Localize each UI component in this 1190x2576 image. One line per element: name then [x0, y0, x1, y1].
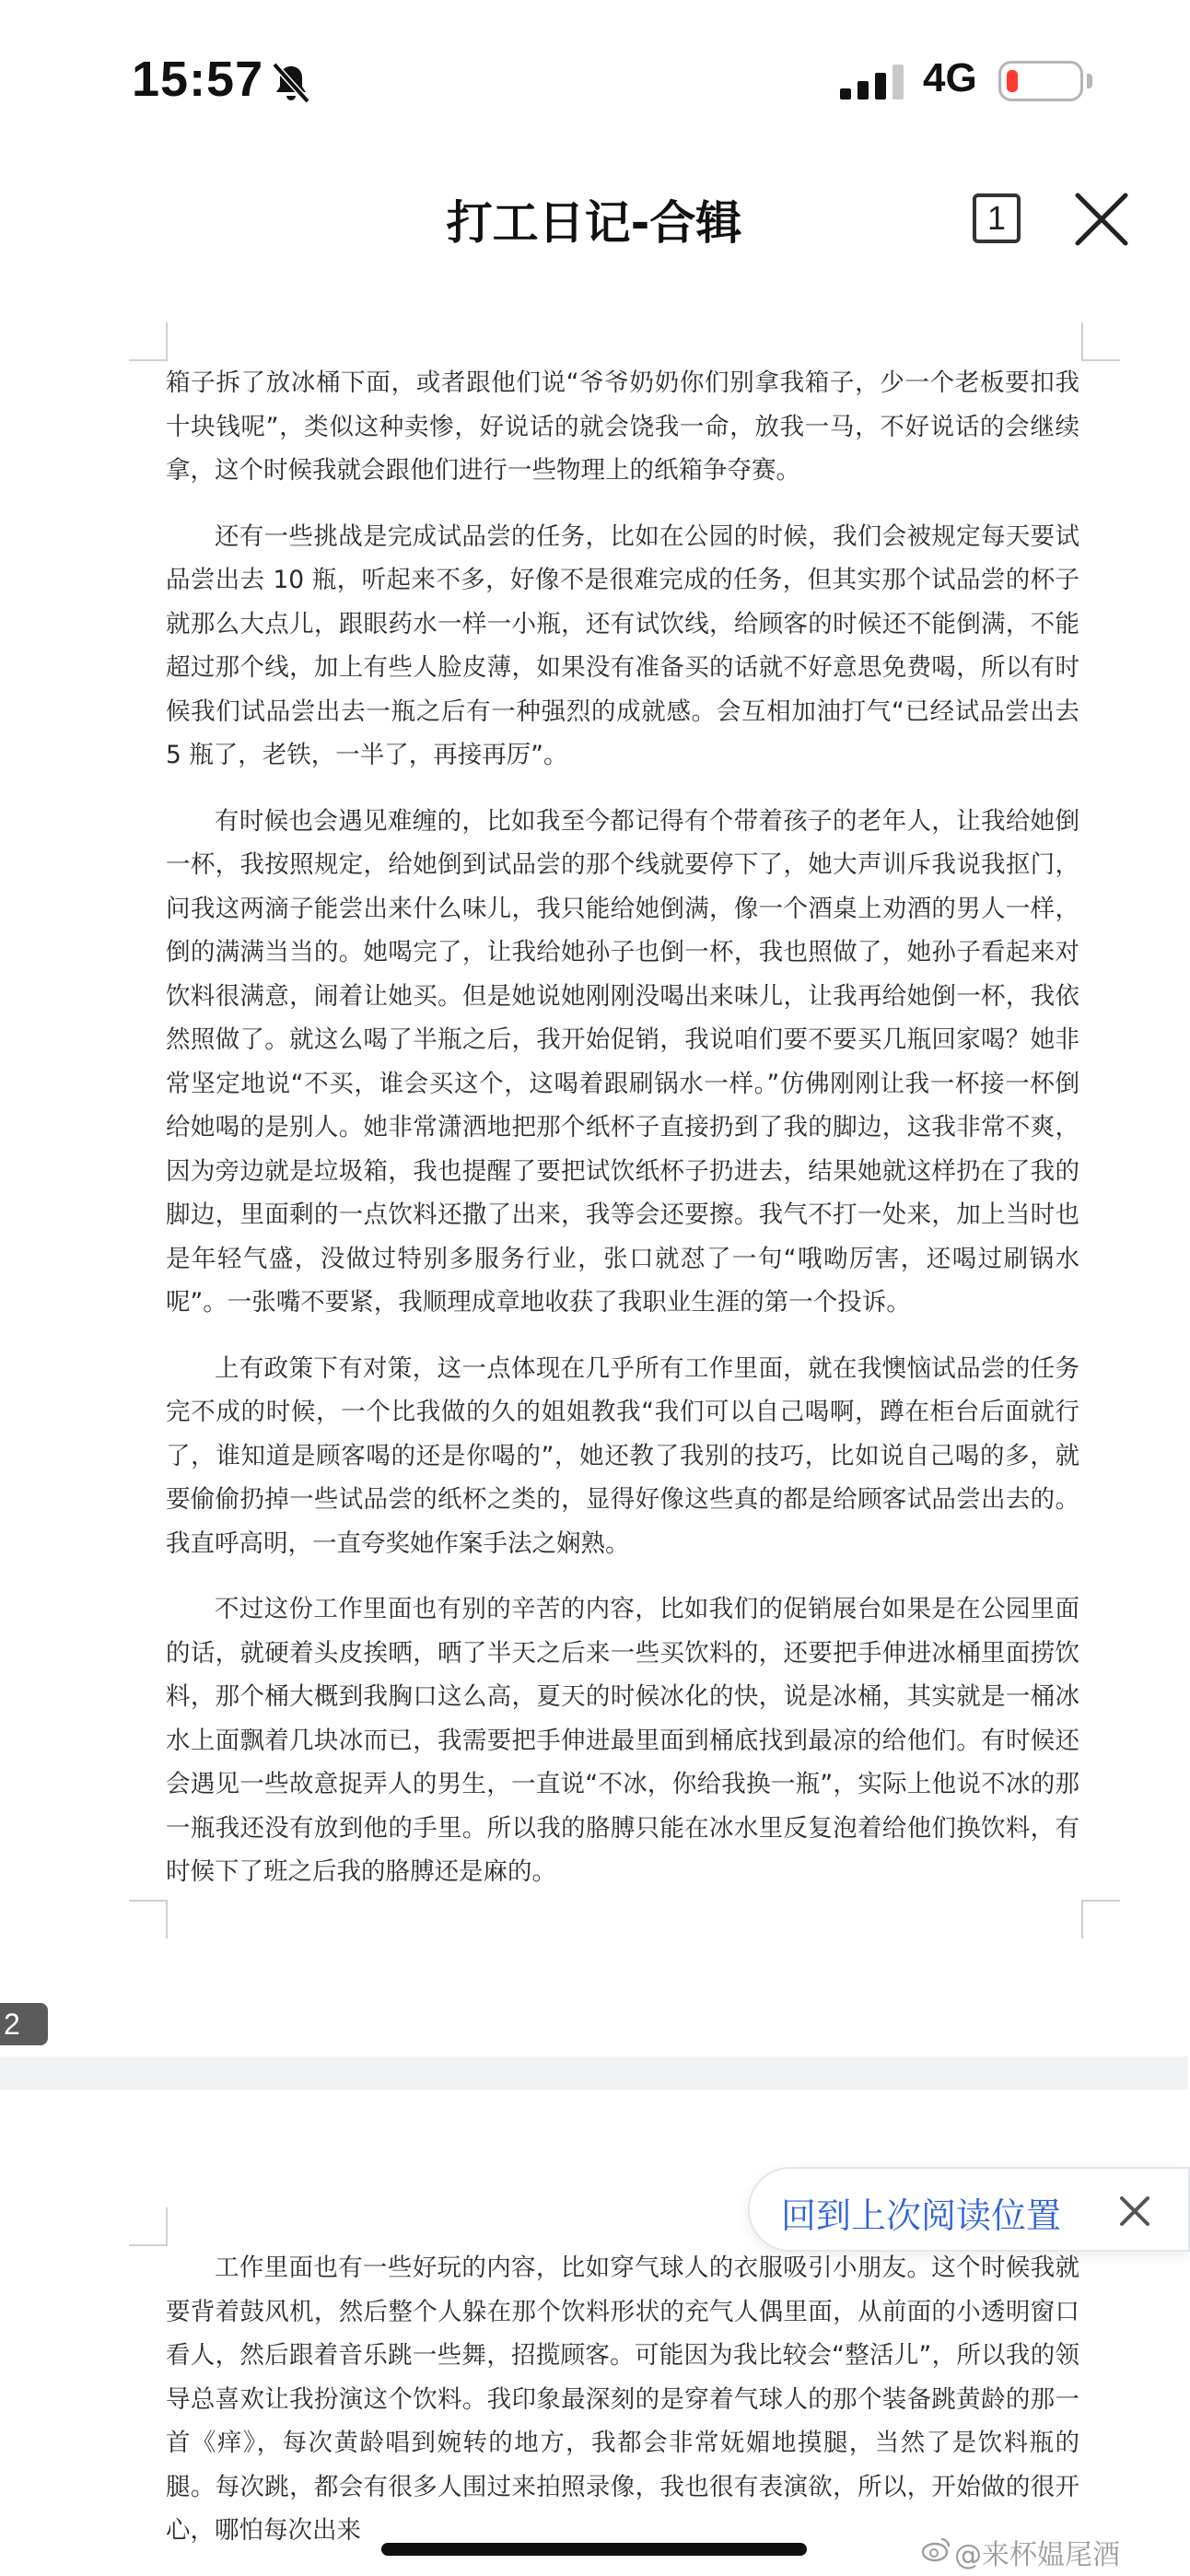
cellular-signal-icon	[840, 63, 906, 100]
close-icon[interactable]	[1068, 186, 1135, 252]
page-corner-mark	[1081, 322, 1120, 361]
network-type: 4G	[923, 55, 977, 100]
battery-icon	[998, 61, 1083, 101]
weibo-logo-icon	[921, 2534, 952, 2565]
paragraph: 还有一些挑战是完成试品尝的任务，比如在公园的时候，我们会被规定每天要试品尝出去 10 瓶，听起来不多，好像不是很难完成的任务，但其实那个试品尝的杯子就那么大点儿，跟眼药水一样一小瓶，还有试饮线，给顾客的时候还不能倒满，不能超过那个线，加上有些人脸皮薄，如果没有准备买的话就不好意思免费喝，所以有时候我们试品尝出去一瓶之后有一种强烈的成就感。会互相加油打气“已经试品尝出去 5 瓶了，老铁，一半了，再接再厉”。	[166, 521, 1079, 769]
paragraph: 上有政策下有对策，这一点体现在几乎所有工作里面，就在我懊恼试品尝的任务完不成的时候，一个比我做的久的姐姐教我“我们可以自己喝啊，蹲在柜台后面就行了，谁知道是顾客喝的还是你喝的”，她还教了我别的技巧，比如说自己喝的多，就要偷偷扔掉一些试品尝的纸杯之类的，显得好像这些真的都是给顾客试品尝出去的。我直呼高明，一直夸奖她作案手法之娴熟。	[166, 1353, 1079, 1558]
paragraph: 有时候也会遇见难缠的，比如我至今都记得有个带着孩子的老年人，让我给她倒一杯，我按照规定，给她倒到试品尝的那个线就要停下了，她大声训斥我说我抠门，问我这两滴子能尝出来什么味儿，我只能给她倒满，像一个酒桌上劝酒的男人一样，倒的满满当当的。她喝完了，让我给她孙子也倒一杯，我也照做了，她孙子看起来对饮料很满意，闹着让她买。但是她说她刚刚没喝出来味儿，让我再给她倒一杯，我依然照做了。就这么喝了半瓶之后，我开始促销，我说咱们要不要买几瓶回家喝？她非常坚定地说“不买，谁会买这个，这喝着跟刷锅水一样。”仿佛刚刚让我一杯接一杯倒给她喝的是别人。她非常潇洒地把那个纸杯子直接扔到了我的脚边，这我非常不爽，因为旁边就是垃圾箱，我也提醒了要把试饮纸杯子扔进去，结果她就这样扔在了我的脚边，里面剩的一点饮料还撒了出来，我等会还要擦。我气不打一处来，加上当时也是年轻气盛，没做过特别多服务行业，张口就怼了一句“哦呦厉害，还喝过刷锅水呢”。一张嘴不要紧，我顺理成章地收获了我职业生涯的第一个投诉。	[166, 806, 1079, 1317]
status-bar	[0, 0, 1188, 147]
return-to-last-position-prompt[interactable]	[748, 2167, 1190, 2252]
page-corner-mark	[129, 1900, 168, 1938]
return-to-last-position-button[interactable]: 回到上次阅读位置	[781, 2195, 1062, 2236]
page-1-content	[166, 361, 1079, 1916]
page-corner-mark	[129, 2207, 168, 2246]
paragraph: 箱子拆了放冰桶下面，或者跟他们说“爷爷奶奶你们别拿我箱子，少一个老板要扣我十块钱呢”，类似这种卖惨，好说话的就会饶我一命，放我一马，不好说话的会继续拿，这个时候我就会跟他们进行一些物理上的纸箱争夺赛。	[166, 369, 1079, 485]
page-separator	[0, 2056, 1188, 2090]
battery-cap	[1087, 74, 1092, 88]
page-number-indicator: 2	[0, 2003, 48, 2045]
dismiss-prompt-icon[interactable]	[1114, 2191, 1155, 2231]
battery-level	[1007, 70, 1018, 92]
home-indicator[interactable]	[381, 2543, 807, 2556]
page-corner-mark	[129, 322, 168, 361]
page-corner-mark	[1081, 1900, 1120, 1938]
bell-slash-icon	[269, 61, 313, 105]
paragraph: 不过这份工作里面也有别的辛苦的内容，比如我们的促销展台如果是在公园里面的话，就硬着头皮挨晒，晒了半天之后来一些买饮料的，还要把手伸进冰桶里面捞饮料，那个桶大概到我胸口这么高，夏天的时候冰化的快，说是冰桶，其实就是一桶冰水上面飘着几块冰而已，我需要把手伸进最里面到桶底找到最凉的给他们。有时候还会遇见一些故意捉弄人的男生，一直说“不冰，你给我换一瓶”，实际上他说不冰的那一瓶我还没有放到他的手里。所以我的胳膊只能在冰水里反复泡着给他们换饮料，有时候下了班之后我的胳膊还是麻的。	[166, 1595, 1079, 1886]
page-count-button[interactable]: 1	[973, 193, 1021, 243]
page-2-content	[166, 2246, 1079, 2545]
document-header	[0, 147, 1188, 286]
status-time: 15:57	[132, 52, 264, 107]
document-title: 打工日记-合辑	[446, 196, 742, 250]
watermark: @来杯媪尾酒	[954, 2539, 1120, 2571]
paragraph: 工作里面也有一些好玩的内容，比如穿气球人的衣服吸引小朋友。这个时候我就要背着鼓风机，然后整个人躲在那个饮料形状的充气人偶里面，从前面的小透明窗口看人，然后跟着音乐跳一些舞，招揽顾客。可能因为我比较会“整活儿”，所以我的领导总喜欢让我扮演这个饮料。我印象最深刻的是穿着气球人的那个装备跳黄龄的那一首《痒》，每次黄龄唱到婉转的地方，我都会非常妩媚地摸腿，当然了是饮料瓶的腿。每次跳，都会有很多人围过来拍照录像，我也很有表演欲，所以，开始做的很开心，哪怕每次出来	[166, 2254, 1079, 2545]
